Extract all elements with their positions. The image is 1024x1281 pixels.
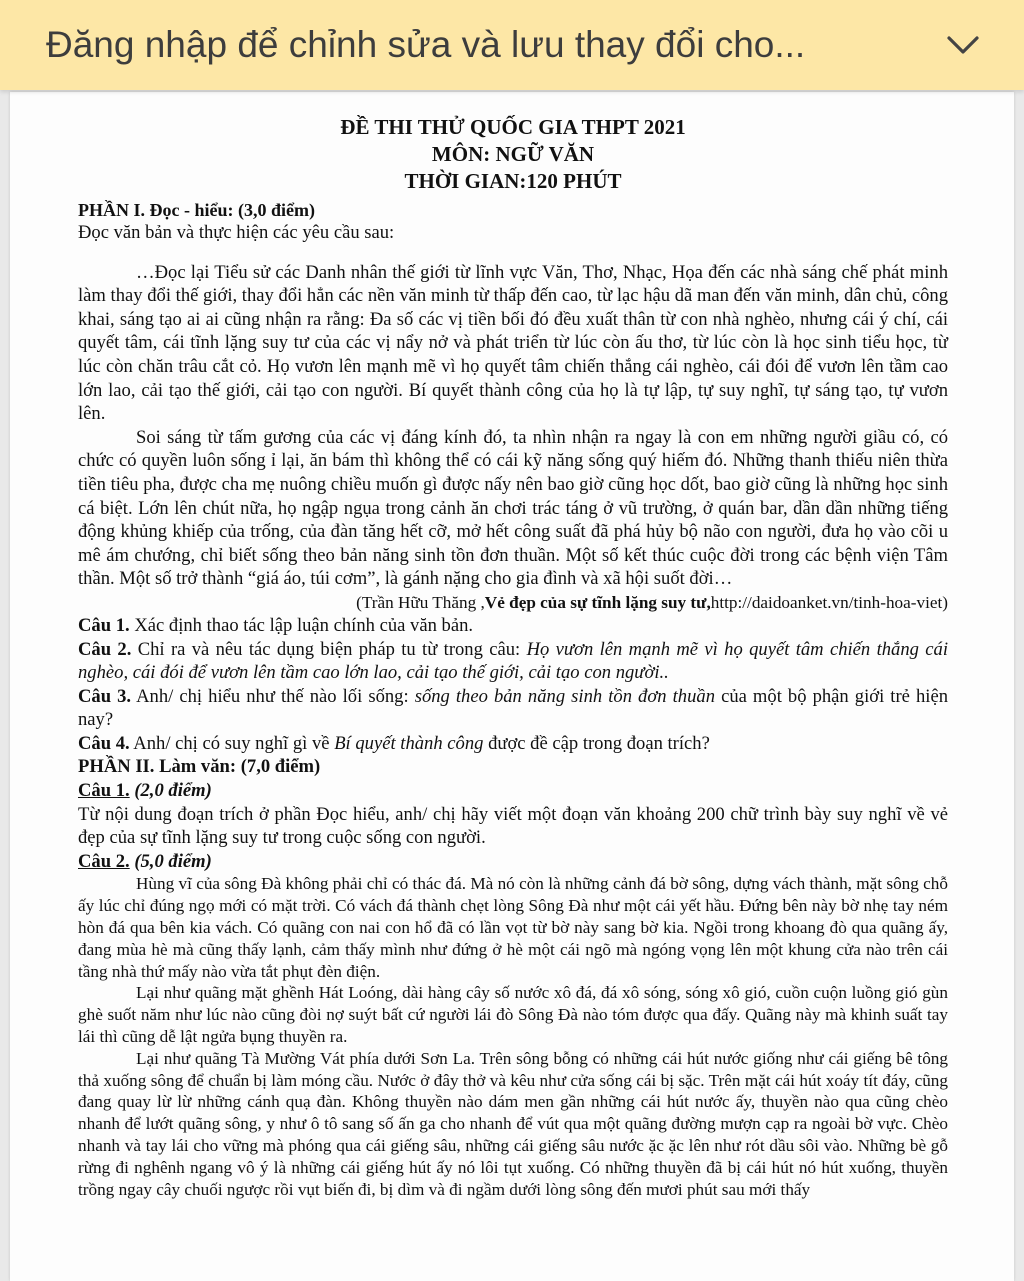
login-banner[interactable]: [0, 0, 1024, 90]
source-citation: [78, 591, 948, 614]
source-author: (Trần Hữu Thăng ,: [356, 592, 485, 612]
essay-2-paragraph-3: Lại như quãng Tà Mường Vát phía dưới Sơn La. Trên sông bỗng có những cái hút nước giống như cái giếng bê tông thả xuống sông để chuẩn bị làm móng cầu. Nước ở đây thở và kêu như cửa sống cái bị sặc. Trên mặt cái hút xoáy tít đáy, cũng đang quay lừ lừ những cánh quạ đàn. Không thuyền nào dám men gần những cái hút nước ấy, thuyền nào qua cũng chèo nhanh để lướt quãng sông, y như ô tô sang số ấn ga cho nhanh để vút qua một quãng đường mượn cạp ra ngoài bờ vực. Chèo nhanh và tay lái cho vững mà phóng qua cái giếng sâu, những cái giếng sâu nước ặc ặc lên như rót dầu sôi vào. Những bè gỗ rừng đi nghênh ngang vô ý là những cái giếng hút ấy nó lôi tụt xuống. Có những thuyền đã bị cái hút nó hút xuống, thuyền trồng ngay cây chuối ngược rồi vụt biến đi, bị dìm và đi ngầm dưới lòng sông đến mươi phút sau mới thấy: [78, 1048, 948, 1199]
essay-1-heading: Câu 1. (2,0 điểm): [78, 780, 212, 802]
question-4: Câu 4. Anh/ chị có suy nghĩ gì về Bí quyết thành công được đề cập trong đoạn trích?: [78, 732, 710, 754]
source-work: Vẻ đẹp của sự tĩnh lặng suy tư,: [484, 592, 711, 612]
time-title: THỜI GIAN:120 PHÚT: [404, 169, 622, 193]
passage-paragraph-2: Soi sáng từ tấm gương của các vị đáng kính đó, ta nhìn nhận ra ngay là con em những người giầu có, có chức có quyền luôn sống ỉ lại, ăn bám thì không thể có cái kỹ năng sống quý hiếm đó. Những thanh thiếu niên thừa tiền tiêu pha, được cha mẹ nuông chiều muốn gì được nấy nên bao giờ cũng học dốt, bao giờ cũng là những học sinh cá biệt. Lớn lên chút nữa, họ ngập ngụa trong cảnh ăn chơi trác táng ở vũ trường, ở quán bar, dần dần những tiếng động khủng khiếp của trống, của đàn tăng hết cỡ, mở hết công suất đã phá hủy bộ não con người, đưa họ vào cõi u mê ám chướng, chỉ biết sống theo bản năng sinh tồn đơn thuần. Một số kết thúc cuộc đời trong các bệnh viện Tâm thần. Một số trở thành “giá áo, túi cơm”, là gánh nặng cho gia đình và xã hội suốt đời…: [78, 426, 948, 590]
question-3: Câu 3. Anh/ chị hiểu như thế nào lối sống: sống theo bản năng sinh tồn đơn thuần của một bộ phận giới trẻ hiện nay?: [78, 685, 948, 731]
source-url: http://daidoanket.vn/tinh-hoa-viet): [710, 592, 948, 612]
chevron-down-icon[interactable]: [946, 34, 980, 56]
part2-heading: PHẦN II. Làm văn: (7,0 điểm): [78, 756, 321, 778]
essay-2-paragraph-1: Hùng vĩ của sông Đà không phải chỉ có thác đá. Mà nó còn là những cảnh đá bờ sông, dựng vách thành, mặt sông chỗ ấy lúc chỉ đúng ngọ mới có mặt trời. Có vách đá thành chẹt lòng Sông Đà như một cái yết hầu. Đứng bên này bờ nhẹ tay ném hòn đá qua bên kia vách. Có quãng con nai con hổ đã có lần vọt từ bờ này sang bờ kia. Ngồi trong khoang đò qua quãng ấy, đang mùa hè mà cũng thấy lạnh, cảm thấy mình như đứng ở hè một cái ngõ mà ngóng vọng lên một khung cửa nào trên cái tầng nhà thứ mấy nào vừa tắt phụt đèn điện.: [78, 874, 948, 981]
essay-1-prompt: Từ nội dung đoạn trích ở phần Đọc hiểu, anh/ chị hãy viết một đoạn văn khoảng 200 chữ trình bày suy nghĩ về vẻ đẹp của sự tĩnh lặng suy tư trong cuộc sống con người.: [78, 803, 948, 849]
question-1: Câu 1. Xác định thao tác lập luận chính của văn bản.: [78, 614, 474, 636]
question-2: Câu 2. Chỉ ra và nêu tác dụng biện pháp tu từ trong câu: Họ vươn lên mạnh mẽ vì họ quyết tâm chiến thắng cái nghèo, cái đói để vươn lên tầm cao lớn lao, cải tạo thế giới, cải tạo con người..: [78, 638, 948, 684]
essay-2-paragraph-2: Lại như quãng mặt ghềnh Hát Loóng, dài hàng cây số nước xô đá, đá xô sóng, sóng xô gió, cuồn cuộn luồng gió gùn ghè suốt năm như lúc nào cũng đòi nợ suýt bất cứ người lái đò Sông Đà nào tóm được qua đấy. Quãng này mà khinh suất tay lái thì cũng dễ lật ngửa bụng thuyền ra.: [78, 983, 948, 1047]
part1-heading: PHẦN I. Đọc - hiểu: (3,0 điểm): [78, 200, 315, 220]
banner-title: Đăng nhập để chỉnh sửa và lưu thay đổi cho...: [46, 24, 806, 65]
document-page: [10, 92, 1014, 1281]
subject-title: MÔN: NGỮ VĂN: [431, 142, 595, 166]
passage-paragraph-1: …Đọc lại Tiểu sử các Danh nhân thế giới từ lĩnh vực Văn, Thơ, Nhạc, Họa đến các nhà sáng chế phát minh làm thay đổi thế giới, thay đổi hẳn các nền văn minh từ thấp đến cao, từ lạc hậu dã man đến văn minh, dân chủ, công khai, sáng tạo ai ai cũng nhận ra rằng: Đa số các vị tiền bối đó đều xuất thân từ con nhà nghèo, nhưng cái ý chí, cái quyết tâm, cái tĩnh lặng suy tư của các vị nẩy nở và phát triển từ lúc còn ấu thơ, từ lúc còn là học sinh tiểu học, từ lúc còn chăn trâu cắt cỏ. Họ vươn lên mạnh mẽ vì họ quyết tâm chiến thắng cái nghèo, cái đói để vươn lên tầm cao lớn lao, cải tạo thế giới, cải tạo con người. Bí quyết thành công của họ là tự lập, tự suy nghĩ, tự sáng tạo, tự vươn lên.: [78, 261, 948, 425]
exam-title: ĐỀ THI THỬ QUỐC GIA THPT 2021: [340, 115, 686, 139]
essay-2-heading: Câu 2. (5,0 điểm): [78, 850, 212, 872]
document-content: [78, 114, 948, 1200]
instruction: Đọc văn bản và thực hiện các yêu cầu sau:: [78, 222, 395, 243]
